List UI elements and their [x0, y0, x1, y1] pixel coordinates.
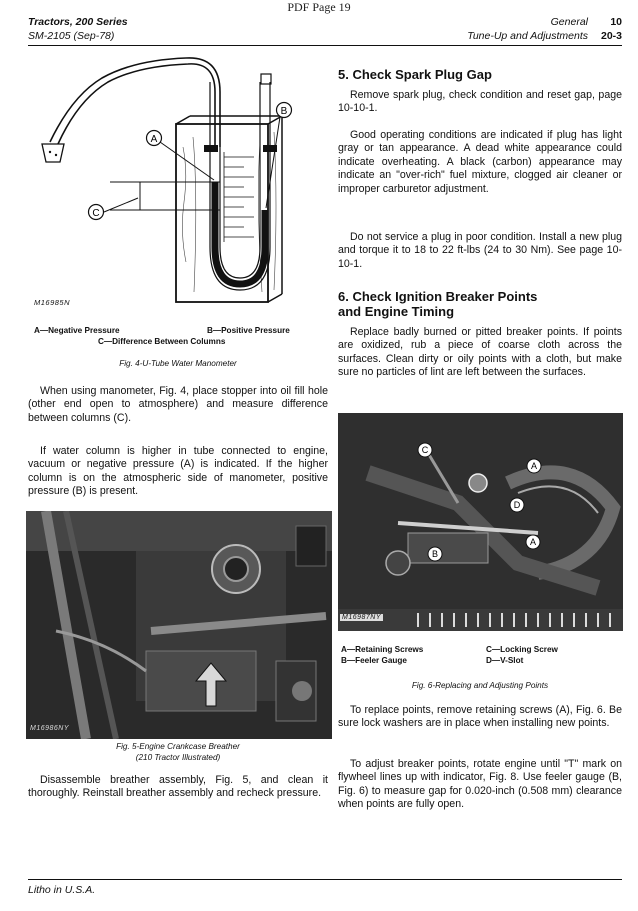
fig4-legend-c: C—Difference Between Columns [98, 337, 226, 346]
header-series: Tractors, 200 Series [28, 16, 128, 28]
fig6-breaker-points-photo [338, 413, 623, 631]
fig6-legend-a: A—Retaining Screws [341, 645, 424, 654]
fig6-legend-d: D—V-Slot [486, 656, 524, 665]
left-paragraph-pressure: If water column is higher in tube connected to engine, vacuum or negative pressure (A) is indicated. If the higher column is on the atmospheric side of manometer, positive pressure (B) is present. [28, 445, 328, 498]
fig6-callout-a-bottom: A [529, 537, 537, 547]
fig4-legend-b: B—Positive Pressure [207, 326, 290, 335]
breaker-points-illustration [338, 413, 623, 631]
fig4-caption: Fig. 4-U-Tube Water Manometer [119, 359, 237, 368]
fig5-caption-line1: Fig. 5-Engine Crankcase Breather [116, 742, 240, 751]
footer-rule [28, 879, 622, 880]
section5-paragraph-2: Good operating conditions are indicated if plug has light gray or tan appearance. A dead white appearance could indicate overheating. A black (carbon) appearance may indicate an "over-rich" fuel mixture, clogged air cleaner or improper carburetor adjustment. [338, 129, 622, 195]
fig4-code: M16985N [34, 298, 71, 307]
manometer-diagram [28, 52, 328, 314]
fig5-code: M16986NY [30, 725, 70, 732]
right-paragraph-replace-points: To replace points, remove retaining screws (A), Fig. 6. Be sure lock washers are in place when installing new points. [338, 704, 622, 730]
fig4-callout-b: B [280, 106, 288, 117]
pdf-page-label: PDF Page 19 [287, 0, 351, 14]
header-rule [28, 45, 622, 46]
left-paragraph-manometer: When using manometer, Fig. 4, place stopper into oil fill hole (other end open to atmosphere) and measure difference between columns (C). [28, 385, 328, 424]
crankcase-breather-illustration [26, 511, 332, 739]
section5-paragraph-3: Do not service a plug in poor condition. Install a new plug and torque it to 18 to 22 ft-lbs (24 to 30 Nm). See page 10-10-1. [338, 231, 622, 270]
fig4-callout-a: A [150, 134, 158, 145]
section5-title: 5. Check Spark Plug Gap [338, 67, 492, 82]
fig6-callout-a-top: A [530, 461, 538, 471]
fig5-breather-photo [26, 511, 332, 739]
fig4-legend-a: A—Negative Pressure [34, 326, 120, 335]
fig6-legend-c: C—Locking Screw [486, 645, 558, 654]
fig4-manometer-drawing [28, 52, 328, 314]
fig6-callout-d: D [513, 500, 521, 510]
left-paragraph-breather: Disassemble breather assembly, Fig. 5, and clean it thoroughly. Reinstall breather assembly and recheck pressure. [28, 774, 328, 800]
header-section: General 10 [550, 16, 622, 28]
section6-title-line2: and Engine Timing [338, 304, 455, 319]
footer-litho: Litho in U.S.A. [28, 884, 96, 896]
header-manual-number: SM-2105 (Sep-78) [28, 30, 115, 42]
fig4-callout-c: C [92, 208, 100, 219]
right-paragraph-adjust-points: To adjust breaker points, rotate engine until "T" mark on flywheel lines up with indicator, Fig. 8. Use feeler gauge (B, Fig. 6) to measure gap for 0.020-inch (0.508 mm) clearance when points are fully open. [338, 758, 622, 811]
fig6-caption: Fig. 6-Replacing and Adjusting Points [411, 681, 549, 690]
fig5-caption-line2: (210 Tractor Illustrated) [135, 753, 221, 762]
fig6-callout-b: B [431, 549, 439, 559]
fig6-legend-b: B—Feeler Gauge [341, 656, 407, 665]
fig6-callout-c: C [421, 445, 429, 455]
section6-paragraph-1: Replace badly burned or pitted breaker points. If points are oxidized, rub a piece of coarse cloth across the surfaces. Clean dirty or oily points with a cloth, but make sure no particles of lint are left between the surfaces. [338, 326, 622, 379]
section5-paragraph-1: Remove spark plug, check condition and reset gap, page 10-10-1. [338, 89, 622, 115]
fig6-code: M16987NY [342, 614, 382, 621]
section6-title-line1: 6. Check Ignition Breaker Points [338, 289, 538, 304]
header-subsection: Tune-Up and Adjustments 20-3 [467, 30, 622, 42]
